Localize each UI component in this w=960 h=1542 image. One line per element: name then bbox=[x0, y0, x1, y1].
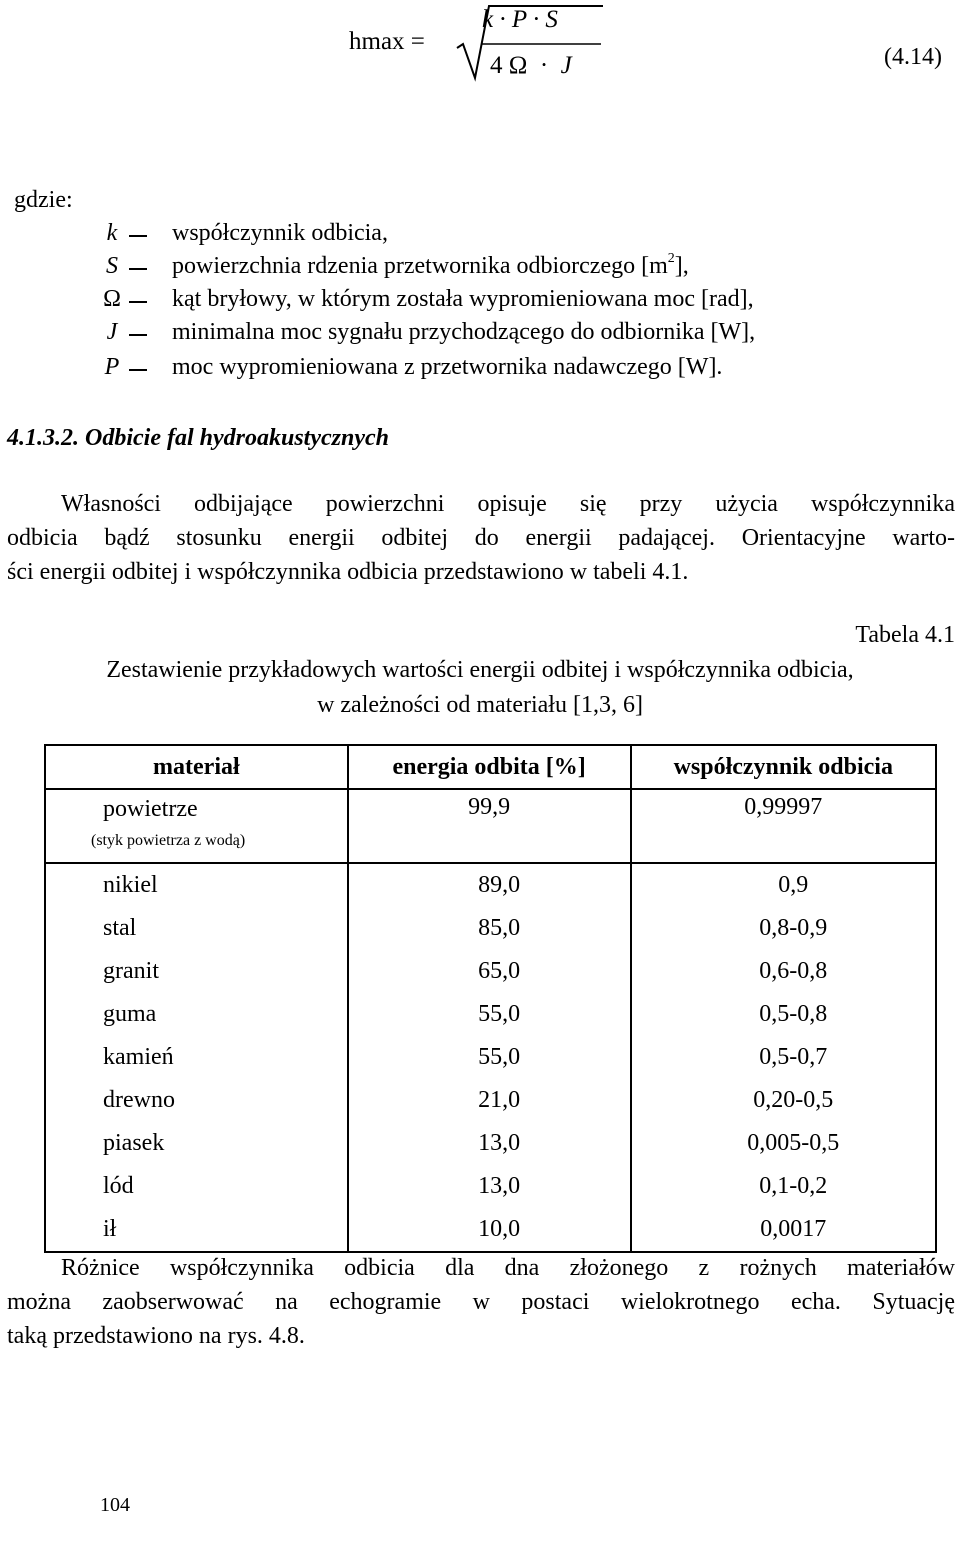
cell-energy: 55,0 bbox=[348, 993, 631, 1036]
table-row bbox=[45, 1208, 936, 1252]
cell-coefficient: 0,6-0,8 bbox=[631, 950, 936, 993]
table-row bbox=[45, 789, 936, 863]
formula-den-dot: · bbox=[539, 52, 549, 79]
table-row bbox=[45, 1036, 936, 1079]
paragraph-line: można zaobserwować na echogramie w postaci wielokrotnego echa. Sytuację bbox=[7, 1289, 955, 1315]
cell-coefficient: 0,005-0,5 bbox=[631, 1122, 936, 1165]
table-row bbox=[45, 950, 936, 993]
definition-p: moc wypromieniowana z przetwornika nadawczego [W]. bbox=[172, 354, 723, 380]
cell-material: lód bbox=[45, 1165, 348, 1208]
cell-material: granit bbox=[45, 950, 348, 993]
cell-energy: 10,0 bbox=[348, 1208, 631, 1252]
dash bbox=[129, 369, 147, 371]
cell-material: drewno bbox=[45, 1079, 348, 1122]
dash bbox=[129, 235, 147, 237]
definition-s-end: ], bbox=[674, 253, 689, 279]
cell-coefficient: 0,1-0,2 bbox=[631, 1165, 936, 1208]
header-energy: energia odbita [%] bbox=[348, 745, 631, 789]
cell-energy: 65,0 bbox=[348, 950, 631, 993]
cell-energy: 13,0 bbox=[348, 1122, 631, 1165]
paragraph-line: Różnice współczynnika odbicia dla dna złożonego z rożnych materiałów bbox=[61, 1255, 955, 1281]
material-note: (styk powietrza z wodą) bbox=[91, 832, 246, 849]
cell-material bbox=[45, 789, 348, 863]
cell-material: guma bbox=[45, 993, 348, 1036]
cell-energy bbox=[348, 789, 631, 863]
table-caption-line: w zależności od materiału [1,3, 6] bbox=[317, 692, 643, 718]
cell-energy: 55,0 bbox=[348, 1036, 631, 1079]
paragraph-echo bbox=[7, 1251, 955, 1353]
table-row bbox=[45, 1122, 936, 1165]
symbol-k: k bbox=[106, 220, 118, 246]
cell-material: kamień bbox=[45, 1036, 348, 1079]
formula-denominator bbox=[490, 52, 600, 80]
cell-coefficient: 0,5-0,8 bbox=[631, 993, 936, 1036]
cell-material: stal bbox=[45, 907, 348, 950]
paragraph-line: taką przedstawiono na rys. 4.8. bbox=[7, 1323, 305, 1349]
energy-value: 99,9 bbox=[468, 794, 511, 820]
definition-s bbox=[172, 253, 689, 280]
paragraph-line: Własności odbijające powierzchni opisuje się przy użycia współczynnika bbox=[61, 491, 955, 517]
table-header-row bbox=[45, 745, 936, 789]
cell-coefficient: 0,9 bbox=[631, 863, 936, 907]
dash bbox=[129, 268, 147, 270]
material-name: powietrze bbox=[103, 796, 198, 822]
cell-material: ił bbox=[45, 1208, 348, 1252]
equation-number: (4.14) bbox=[884, 44, 942, 70]
definition-k: współczynnik odbicia, bbox=[172, 220, 388, 246]
cell-energy: 85,0 bbox=[348, 907, 631, 950]
symbol-p: P bbox=[104, 354, 120, 380]
cell-coefficient: 0,20-0,5 bbox=[631, 1079, 936, 1122]
cell-energy: 21,0 bbox=[348, 1079, 631, 1122]
dash bbox=[129, 334, 147, 336]
page-number: 104 bbox=[100, 1494, 130, 1516]
table-row bbox=[45, 907, 936, 950]
cell-energy: 13,0 bbox=[348, 1165, 631, 1208]
symbol-j: J bbox=[106, 319, 118, 345]
paragraph-intro bbox=[7, 487, 955, 589]
symbol-s: S bbox=[106, 253, 118, 279]
reflection-table bbox=[44, 744, 937, 1253]
cell-coefficient: 0,0017 bbox=[631, 1208, 936, 1252]
formula-den-omega: Ω bbox=[508, 52, 528, 79]
table-row bbox=[45, 863, 936, 907]
definition-s-text: powierzchnia rdzenia przetwornika odbiorczego [m bbox=[172, 253, 668, 279]
definition-j: minimalna moc sygnału przychodzącego do odbiornika [W], bbox=[172, 319, 756, 345]
table-row bbox=[45, 1079, 936, 1122]
header-coefficient: współczynnik odbicia bbox=[631, 745, 936, 789]
superscript: 2 bbox=[667, 251, 675, 266]
cell-coefficient: 0,8-0,9 bbox=[631, 907, 936, 950]
dash bbox=[129, 301, 147, 303]
definition-omega: kąt bryłowy, w którym została wypromieniowana moc [rad], bbox=[172, 286, 754, 312]
formula-lhs: hmax = bbox=[349, 28, 425, 55]
table-caption bbox=[0, 653, 960, 723]
cell-coefficient: 0,5-0,7 bbox=[631, 1036, 936, 1079]
paragraph-line: ści energii odbitej i współczynnika odbicia przedstawiono w tabeli 4.1. bbox=[7, 559, 689, 585]
formula-numerator: k · P · S bbox=[482, 6, 558, 33]
formula-den-4: 4 bbox=[490, 52, 503, 79]
table-row bbox=[45, 993, 936, 1036]
paragraph-line: odbicia bądź stosunku energii odbitej do energii padającej. Orientacyjne warto- bbox=[7, 525, 955, 551]
where-label: gdzie: bbox=[14, 187, 73, 213]
cell-material: piasek bbox=[45, 1122, 348, 1165]
formula-den-j: J bbox=[560, 52, 572, 79]
table-caption-line: Zestawienie przykładowych wartości energii odbitej i współczynnika odbicia, bbox=[106, 657, 854, 683]
cell-material: nikiel bbox=[45, 863, 348, 907]
symbol-omega: Ω bbox=[103, 286, 121, 312]
table-number: Tabela 4.1 bbox=[855, 622, 955, 648]
cell-energy: 89,0 bbox=[348, 863, 631, 907]
coefficient-value: 0,99997 bbox=[744, 794, 823, 820]
cell-coefficient bbox=[631, 789, 936, 863]
header-material: materiał bbox=[45, 745, 348, 789]
section-heading: 4.1.3.2. Odbicie fal hydroakustycznych bbox=[7, 425, 389, 451]
table-row bbox=[45, 1165, 936, 1208]
